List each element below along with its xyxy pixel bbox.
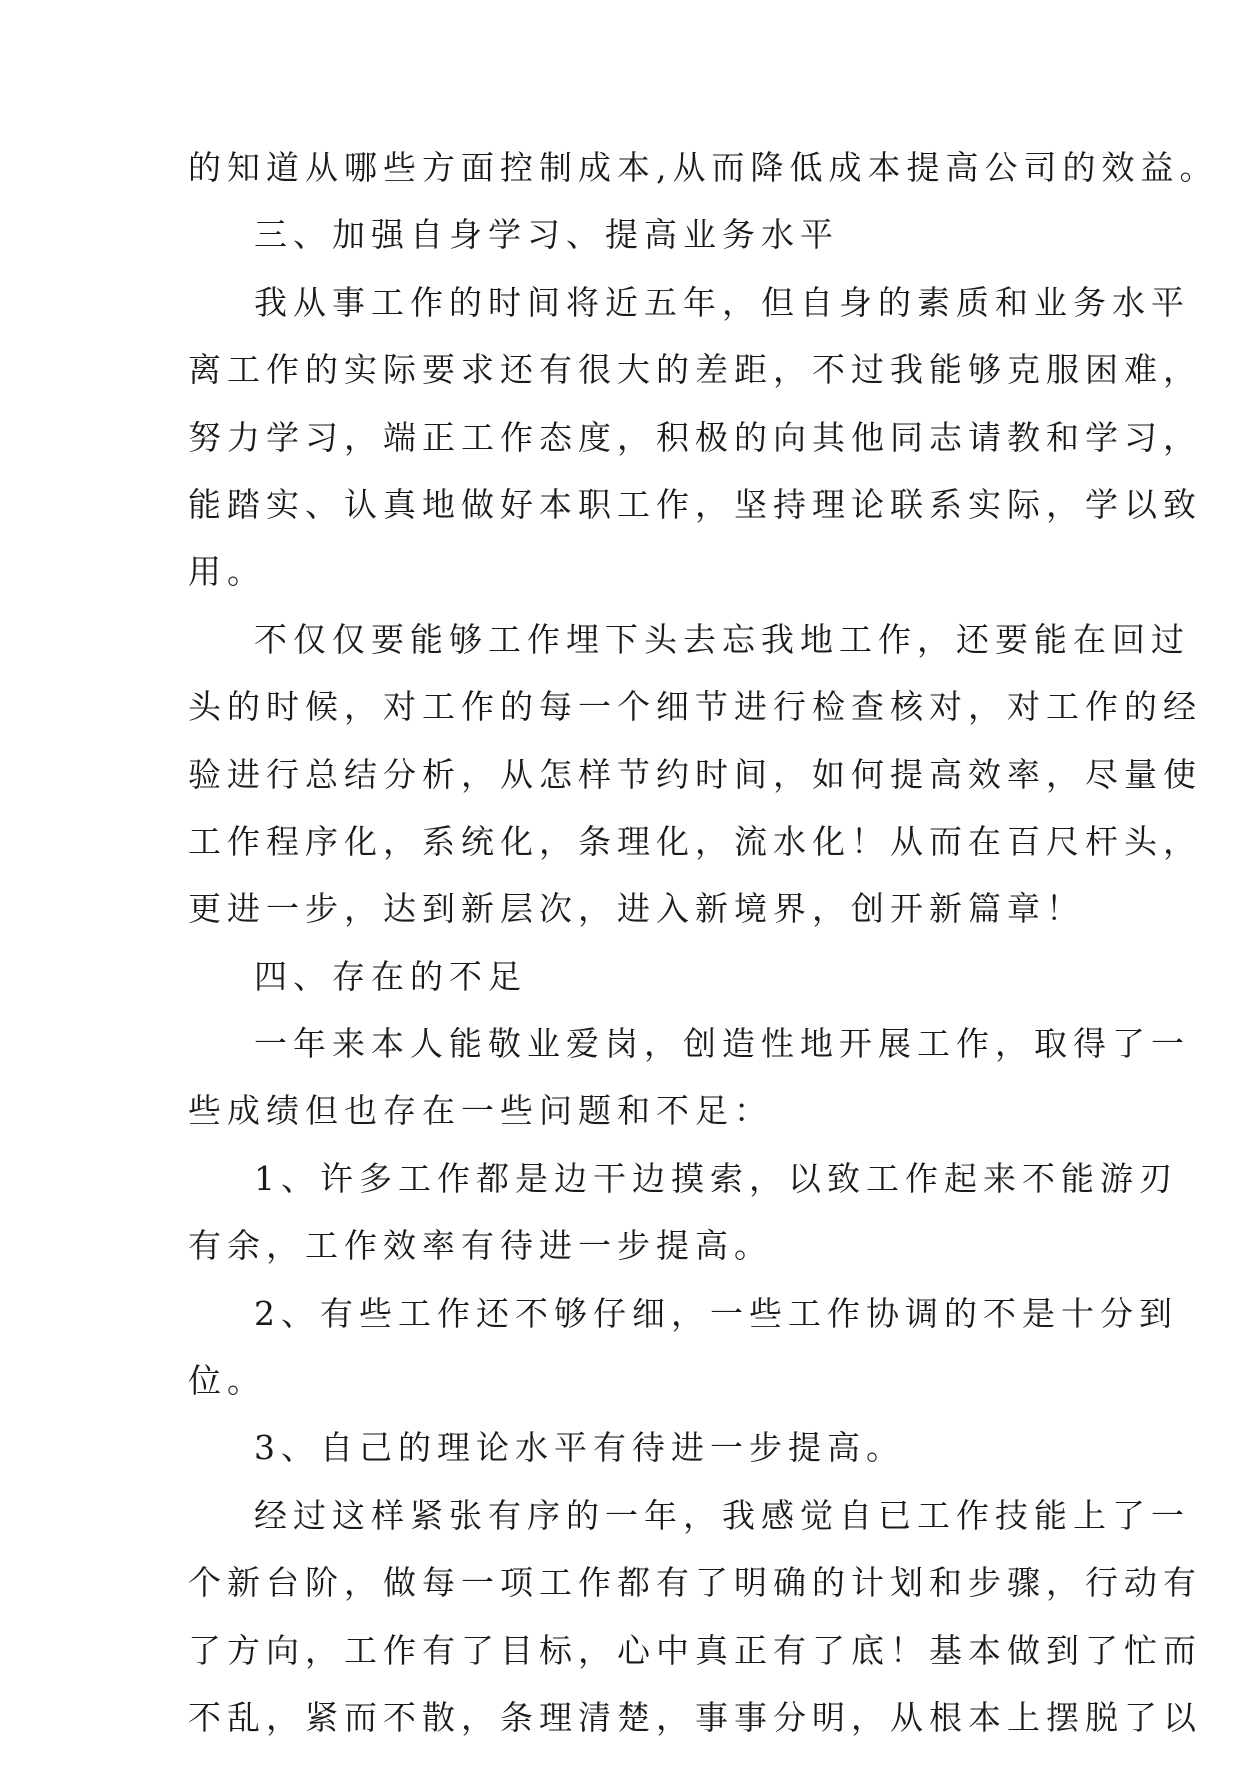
text-line: 工作程序化，系统化，条理化，流水化！从而在百尺杆头，	[188, 821, 1202, 861]
text-line: 有余，工作效率有待进一步提高。	[188, 1226, 773, 1266]
list-item: 1、许多工作都是边干边摸索，以致工作起来不能游刃	[254, 1158, 1178, 1198]
text-line: 努力学习，端正工作态度，积极的向其他同志请教和学习，	[188, 417, 1202, 457]
text-line: 不乱，紧而不散，条理清楚，事事分明，从根本上摆脱了以	[188, 1697, 1202, 1737]
text-line: 我从事工作的时间将近五年，但自身的素质和业务水平	[254, 282, 1190, 322]
text-line: 头的时候，对工作的每一个细节进行检查核对，对工作的经	[188, 687, 1202, 727]
list-item: 3、自己的理论水平有待进一步提高。	[254, 1428, 905, 1468]
text-line: 离工作的实际要求还有很大的差距，不过我能够克服困难，	[188, 350, 1202, 390]
text-line: 能踏实、认真地做好本职工作，坚持理论联系实际，学以致	[188, 484, 1202, 524]
text-line: 些成绩但也存在一些问题和不足：	[188, 1091, 773, 1131]
text-line: 用。	[188, 552, 266, 592]
text-line: 验进行总结分析，从怎样节约时间，如何提高效率，尽量使	[188, 754, 1202, 794]
text-line: 一年来本人能敬业爱岗，创造性地开展工作，取得了一	[254, 1024, 1190, 1064]
text-line: 个新台阶，做每一项工作都有了明确的计划和步骤，行动有	[188, 1563, 1202, 1603]
text-line: 不仅仅要能够工作埋下头去忘我地工作，还要能在回过	[254, 619, 1190, 659]
section-heading: 三、加强自身学习、提高业务水平	[254, 215, 839, 255]
document-body	[188, 148, 1219, 1767]
text-line: 经过这样紧张有序的一年，我感觉自已工作技能上了一	[254, 1495, 1190, 1535]
text-line: 更进一步，达到新层次，进入新境界，创开新篇章！	[188, 889, 1085, 929]
text-line: 位。	[188, 1361, 266, 1401]
text-line: 的知道从哪些方面控制成本,从而降低成本提高公司的效益。	[188, 148, 1219, 187]
list-item: 2、有些工作还不够仔细，一些工作协调的不是十分到	[254, 1293, 1178, 1333]
section-heading: 四、存在的不足	[254, 956, 527, 996]
text-line: 了方向，工作有了目标，心中真正有了底！基本做到了忙而	[188, 1630, 1202, 1670]
